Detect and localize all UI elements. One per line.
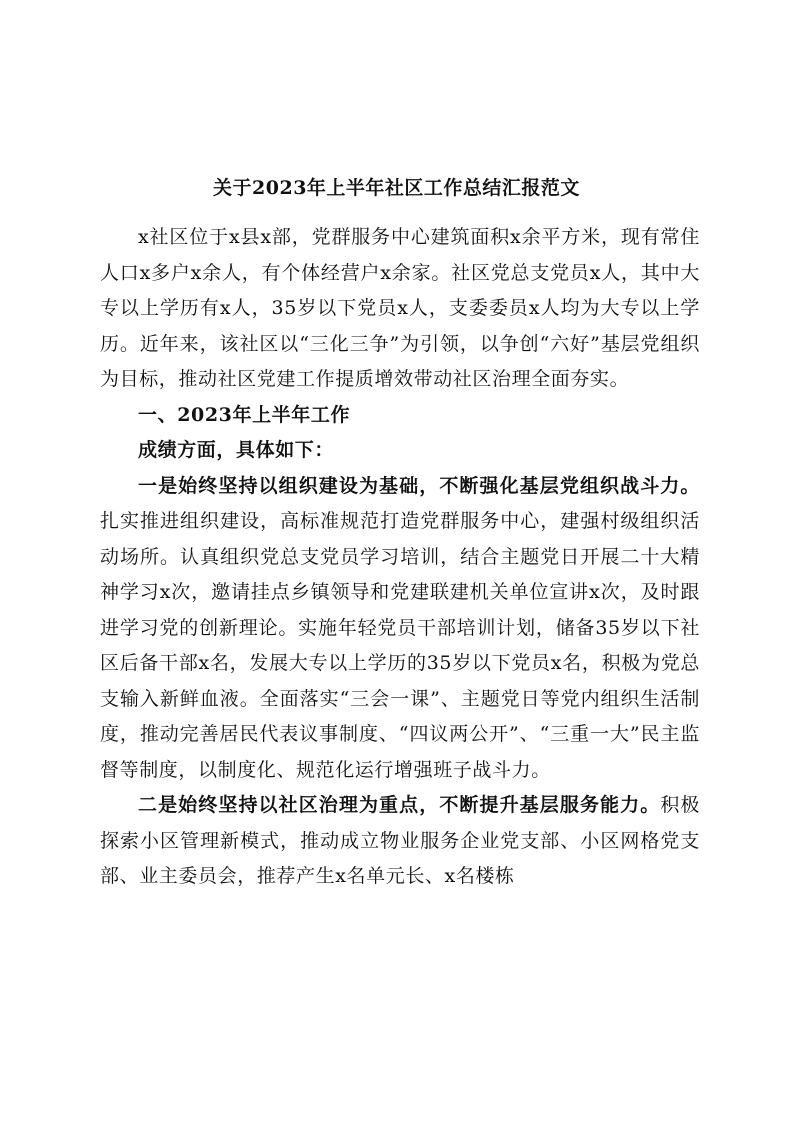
section-heading-first-half-work: 一、2023年上半年工作 (138, 403, 351, 426)
point-two-lead: 二是始终坚持以社区治理为重点，不断提升基层服务能力。 (138, 794, 661, 816)
achievements-heading: 成绩方面，具体如下： (138, 439, 335, 461)
point-one-lead: 一是始终坚持以组织建设为基础，不断强化基层党组织战斗力。 (138, 474, 700, 497)
point-two-paragraph (100, 788, 700, 895)
intro-paragraph: x社区位于x县x部，党群服务中心建筑面积x余平方米，现有常住人口x多户x余人，有个体经营户x余家。社区党总支党员x人，其中大专以上学历有x人，35岁以下党员x人，支委委员x人均为大专以上学历。近年来，该社区以“三化三争”为引领，以争创“六好”基层党组织为目标，推动社区党建工作提质增效带动社区治理全面夯实。 (100, 226, 700, 390)
point-two-body: 积极探索小区管理新模式，推动成立物业服务企业党支部、小区网格党支部、业主委员会，推荐产生x名单元长、x名楼栋 (100, 794, 701, 887)
document-title: 关于2023年上半年社区工作总结汇报范文 (213, 177, 580, 199)
document-body (100, 220, 700, 895)
point-one-paragraph (100, 469, 700, 789)
point-one-body: 扎实推进组织建设，高标准规范打造党群服务中心，建强村级组织活动场所。认真组织党总支党员学习培训，结合主题党日开展二十大精神学习x次，邀请挂点乡镇领导和党建联建机关单位宣讲x次，及时跟进学习党的创新理论。实施年轻党员干部培训计划，储备35岁以下社区后备干部x名，发展大专以上学历的35岁以下党员x名，积极为党总支输入新鲜血液。全面落实“三会一课”、主题党日等党内组织生活制度，推动完善居民代表议事制度、“四议两公开”、“三重一大”民主监督等制度，以制度化、规范化运行增强班子战斗力。 (100, 510, 700, 781)
